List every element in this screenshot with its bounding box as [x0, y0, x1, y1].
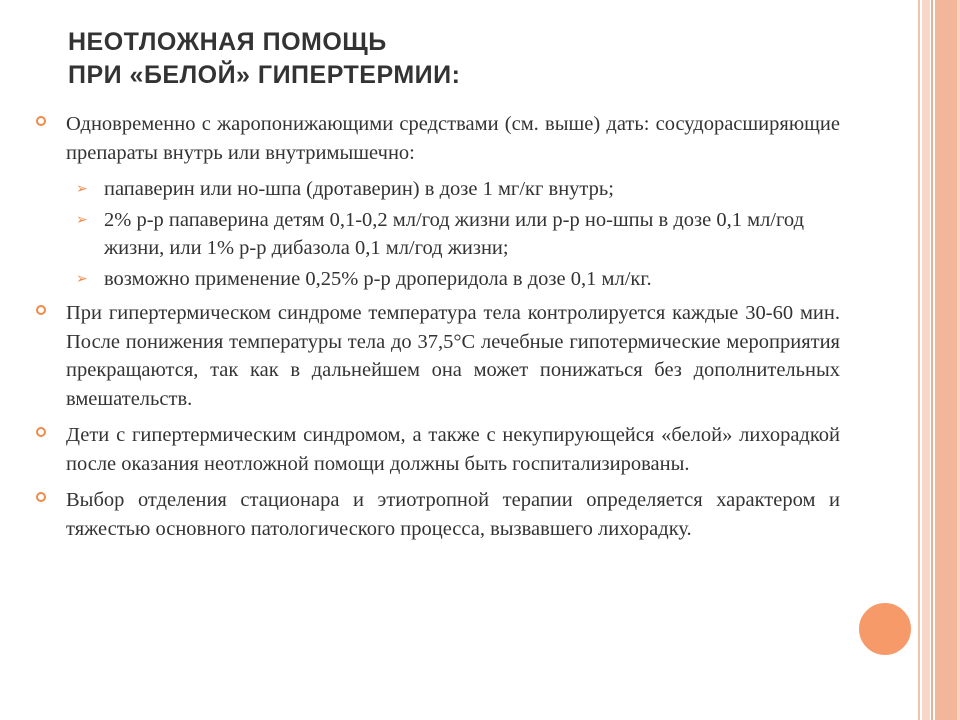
arrow-bullet-icon: ➢ [76, 270, 88, 287]
circle-bullet-icon [36, 427, 46, 437]
sub-item [36, 175, 840, 204]
bullet-text: При гипертермическом синдроме температура тела контролируется каждые 30-60 мин. После понижения температуры тела до 37,5°С лечебные гипотермические мероприятия прекращаются, так как в дальнейшем она может понижаться без дополнительных вмешательств. [66, 302, 840, 410]
sub-item-text: 2% р-р папаверина детям 0,1-0,2 мл/год жизни или р-р но-шпы в дозе 0,1 мл/год жизни, или 1% р-р дибазола 0,1 мл/год жизни; [104, 208, 804, 259]
arrow-bullet-icon: ➢ [76, 181, 88, 197]
sub-list [36, 175, 840, 293]
bullet-text: Одновременно с жаропонижающими средствами (см. выше) дать: сосудорасширяющие препараты внутрь или внутримышечно: [66, 113, 840, 164]
decor-stripe [931, 0, 933, 720]
bullet-text: Дети с гипертермическим синдромом, а также с некупирующейся «белой» лихорадкой после оказания неотложной помощи должны быть госпитализированы. [66, 424, 840, 475]
bullet-item [36, 110, 840, 167]
bullet-item [36, 421, 840, 478]
slide-title-line2: ПРИ «БЕЛОЙ» ГИПЕРТЕРМИИ: [68, 61, 461, 89]
bullet-item [36, 486, 840, 543]
decor-circle [856, 600, 914, 658]
decor-stripe [918, 0, 920, 720]
decor-stripe [935, 0, 957, 720]
arrow-bullet-icon: ➢ [76, 211, 88, 228]
slide-content [36, 110, 840, 551]
slide-title-line1: НЕОТЛОЖНАЯ ПОМОЩЬ [68, 28, 387, 56]
decor-stripe [922, 0, 930, 720]
sub-item-text: возможно применение 0,25% р-р дроперидола в дозе 0,1 мл/кг. [104, 267, 652, 290]
slide-title [68, 26, 848, 92]
sub-item-text: папаверин или но-шпа (дротаверин) в дозе 1 мг/кг внутрь; [104, 178, 614, 200]
sub-item [36, 265, 840, 294]
circle-bullet-icon [36, 305, 46, 315]
sub-item [36, 206, 840, 263]
circle-bullet-icon [36, 492, 46, 502]
bullet-text: Выбор отделения стационара и этиотропной терапии определяется характером и тяжестью основного патологического процесса, вызвавшего лихорадку. [66, 489, 840, 540]
circle-bullet-icon [36, 116, 46, 126]
bullet-item [36, 299, 840, 413]
